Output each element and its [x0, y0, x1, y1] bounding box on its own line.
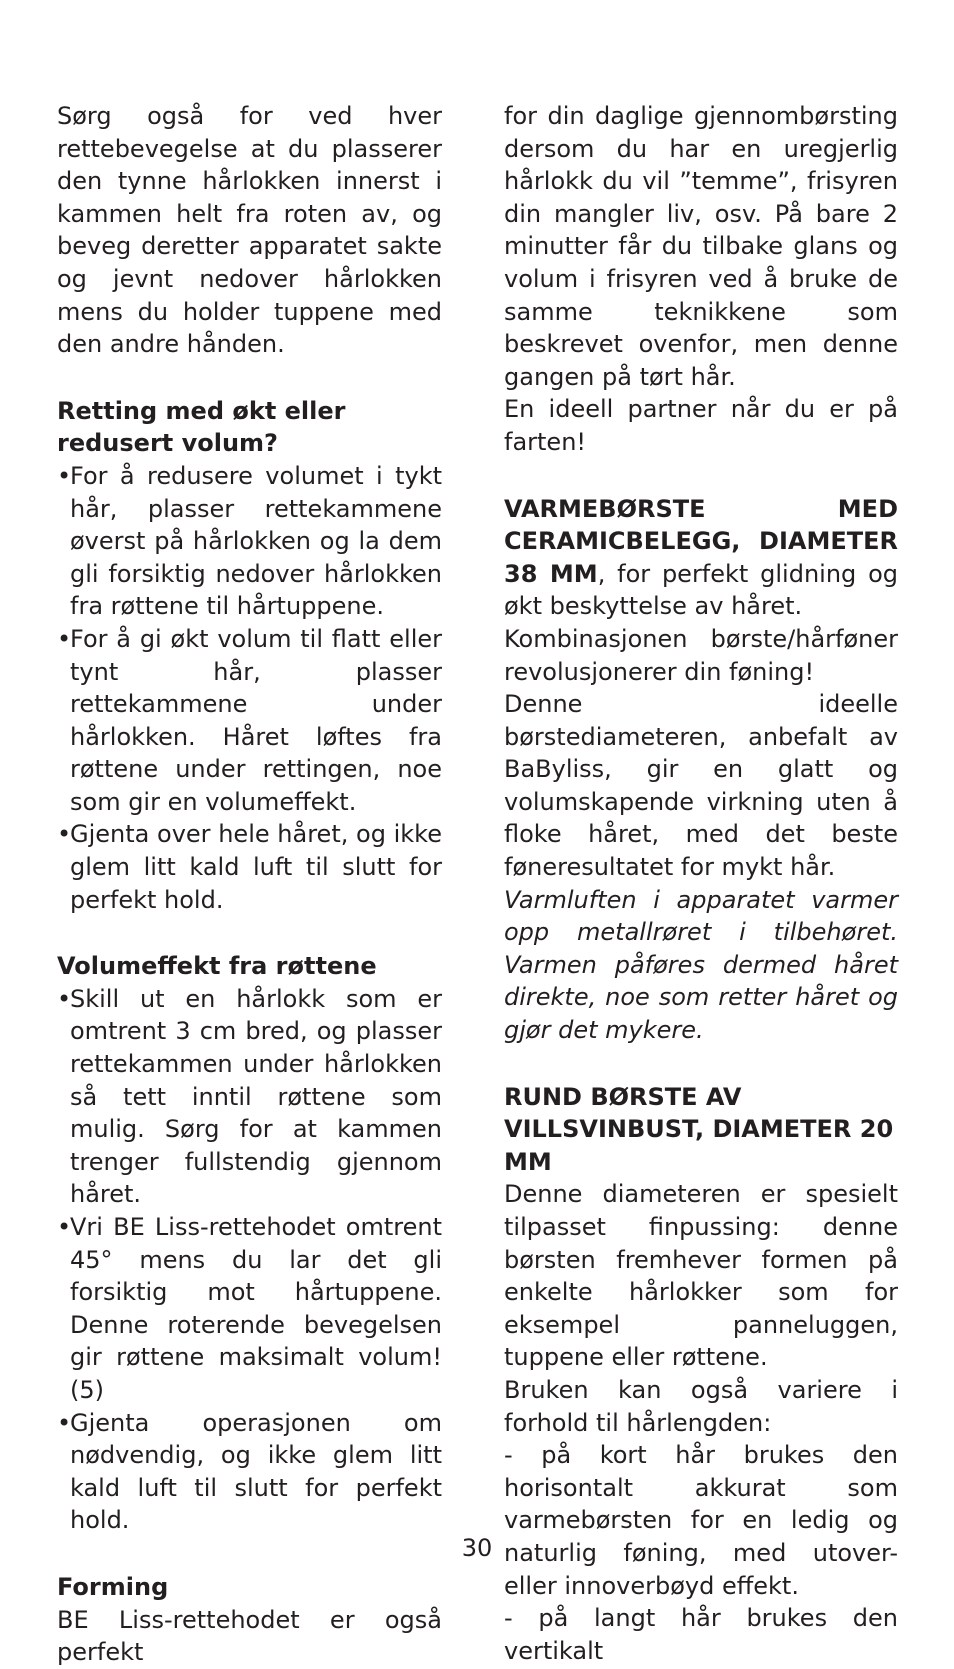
brush1-paragraph-1: Kombinasjonen børste/hårføner revolusjonerer din føning! — [504, 624, 898, 686]
brush1-intro — [504, 493, 898, 623]
brush2-paragraph-4: - på langt hår brukes den vertikalt — [504, 1604, 898, 1665]
bullet-icon: • — [57, 461, 72, 490]
intro-paragraph: Sørg også for ved hver rettebevegelse at du plasserer den tynne hårlokken innerst i kammen helt fra roten av, og beveg deretter apparatet sakte og jevnt nedover hårlokken mens du holder tuppene med den andre hånden. — [57, 102, 442, 359]
forming-continued-paragraph: for din daglige gjennombørsting dersom du har en uregjerlig hårlokk du vil ”temme”, frisyren din mangler liv, osv. På bare 2 minutter får du tilbake glans og volum i frisyren ved å bruke de samme teknikkene som beskrevet ovenfor, men denne gangen på tørt hår. — [504, 102, 898, 391]
brush1-heading: VARMEBØRSTE MED CERAMICBELEGG, DIAMETER 38 MM — [504, 494, 898, 588]
list-item: • Gjenta over hele håret, og ikke glem litt kald luft til slutt for perfekt hold. — [57, 818, 442, 916]
brush2-heading: RUND BØRSTE AV VILLSVINBUST, DIAMETER 20 MM — [504, 1082, 894, 1176]
brush1-italic-note: Varmluften i apparatet varmer opp metallrøret i tilbehøret. Varmen påføres dermed håret direkte, noe som retter håret og gjør det mykere. — [504, 885, 898, 1045]
bullet-icon: • — [57, 820, 72, 849]
brush1-heading-tail: , for perfekt glidning og økt beskyttelse av håret. — [504, 559, 898, 621]
forming-paragraph: BE Liss-rettehodet er også perfekt — [57, 1605, 442, 1667]
brush2-paragraph-1: Denne diameteren er spesielt tilpasset finpussing: denne børsten fremhever formen på enkelte hårlokker som for eksempel panneluggen, tuppene eller røttene. — [504, 1180, 898, 1372]
list-item: • For å redusere volumet i tykt hår, plasser rettekammene øverst på hårlokken og la dem gli forsiktig nedover hårlokken fra røttene til hårtuppene. — [57, 460, 442, 623]
brush1-paragraph-2: Denne ideelle børstediameteren, anbefalt av BaByliss, gir en glatt og volumskapende virkning uten å floke håret, med det beste føneresultatet for mykt hår. — [504, 690, 898, 882]
bullet-icon: • — [57, 624, 72, 653]
brush2-paragraph-3: - på kort hår brukes den horisontalt akkurat som varmebørsten for en ledig og naturlig føning, med utover- eller innoverbøyd effekt. — [504, 1441, 898, 1600]
left-column — [57, 100, 442, 1669]
partner-paragraph: En ideell partner når du er på farten! — [504, 395, 898, 456]
section-heading-root-volume: Volumeffekt fra røttene — [57, 952, 377, 981]
section-heading-forming: Forming — [57, 1572, 169, 1601]
list-item: • Skill ut en hårlokk som er omtrent 3 cm bred, og plasser rettekammen under hårlokken så tett inntil røttene som mulig. Sørg for at kammen trenger fullstendig gjennom håret. — [57, 983, 442, 1211]
bullet-icon: • — [57, 1408, 72, 1437]
list-item: • Gjenta operasjonen om nødvendig, og ikke glem litt kald luft til slutt for perfekt hold. — [57, 1407, 442, 1537]
right-column — [504, 100, 898, 1667]
bullet-icon: • — [57, 1213, 72, 1241]
bullet-icon: • — [57, 984, 72, 1013]
section-heading-volume: Retting med økt eller redusert volum? — [57, 396, 346, 458]
list-item: • For å gi økt volum til flatt eller tynt hår, plasser rettekammene under hårlokken. Håret løftes fra røttene under rettingen, noe som gir en volumeffekt. — [57, 623, 442, 819]
list-item: • Vri BE Liss-rettehodet omtrent 45° mens du lar det gli forsiktig mot hårtuppene. Denne roterende bevegelsen gir røttene maksimalt volum! (5) — [57, 1211, 442, 1407]
page-number: 30 — [461, 1534, 493, 1562]
brush2-paragraph-2: Bruken kan også variere i forhold til hårlengden: — [504, 1375, 898, 1437]
